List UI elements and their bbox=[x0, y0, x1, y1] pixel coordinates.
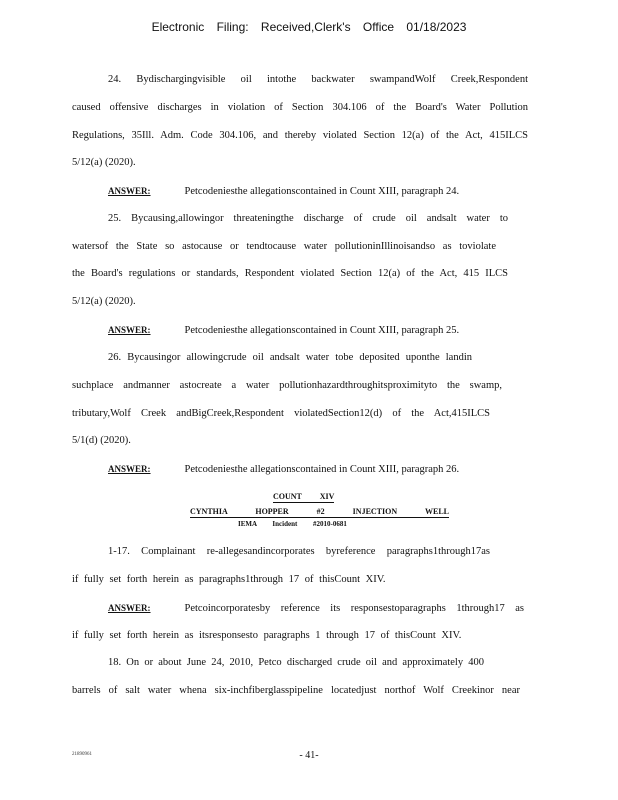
page-number: - 41- bbox=[299, 750, 319, 761]
answer-1-17-line-2: if fully set forth herein as itsresponsesto paragraphs 1 through 17 of thisCount XIV. bbox=[72, 630, 462, 641]
document-id: 21890961 bbox=[72, 752, 92, 757]
para-24-line-3: Regulations, 35Ill. Adm. Code 304.106, and thereby violated Section 12(a) of the Act, 415ILCS bbox=[72, 130, 528, 141]
para-1-17-line-2: if fully set forth herein as paragraphs1through 17 of thisCount XIV. bbox=[72, 574, 386, 585]
para-25-line-4: 5/12(a) (2020). bbox=[72, 296, 136, 307]
para-24-line-1: 24. Bydischargingvisible oil intothe backwater swampandWolf Creek,Respondent bbox=[108, 74, 528, 85]
para-26-line-2: suchplace andmanner astocreate a water pollutionhazardthroughitsproximityto the swamp, bbox=[72, 380, 502, 391]
para-26-line-1: 26. Bycausingor allowingcrude oil andsalt water tobe deposited uponthe landin bbox=[108, 352, 472, 363]
answer-25 bbox=[108, 324, 459, 337]
para-24-line-2: caused offensive discharges in violation of Section 304.106 of the Board's Water Pollution bbox=[72, 102, 528, 113]
count-subheading: CYNTHIA HOPPER #2 INJECTION WELL bbox=[190, 507, 449, 516]
para-18-line-2: barrels of salt water whena six-inchfiberglasspipeline locatedjust northof Wolf Creekinor near bbox=[72, 685, 520, 696]
para-25-line-3: the Board's regulations or standards, Respondent violated Section 12(a) of the Act, 415 ILCS bbox=[72, 268, 508, 279]
para-24-line-4: 5/12(a) (2020). bbox=[72, 157, 136, 168]
para-1-17-line-1: 1-17. Complainant re-allegesandincorporates byreference paragraphs1through17as bbox=[108, 546, 490, 557]
para-25-line-2: watersof the State so astocause or tendtocause water pollutioninIllinoisandso as toviolate bbox=[72, 241, 496, 252]
answer-text: Petcodeniesthe allegationscontained in Count XIII, paragraph 26. bbox=[184, 464, 460, 475]
answer-label: ANSWER: bbox=[108, 186, 151, 196]
count-heading: COUNT XIV bbox=[273, 492, 335, 501]
filing-stamp: Electronic Filing: Received,Clerk's Office 01/18/2023 bbox=[151, 20, 467, 34]
answer-24 bbox=[108, 185, 459, 198]
answer-text: Petcodeniesthe allegationscontained in Count XIII, paragraph 25. bbox=[184, 325, 460, 336]
para-26-line-4: 5/1(d) (2020). bbox=[72, 435, 131, 446]
answer-text: Petcodeniesthe allegationscontained in Count XIII, paragraph 24. bbox=[184, 186, 460, 197]
para-25-line-1: 25. Bycausing,allowingor threateningthe discharge of crude oil andsalt water to bbox=[108, 213, 508, 224]
answer-label: ANSWER: bbox=[108, 603, 151, 613]
answer-label: ANSWER: bbox=[108, 325, 151, 335]
answer-label: ANSWER: bbox=[108, 464, 151, 474]
count-incident: IEMA Incident #2010-0681 bbox=[238, 520, 347, 528]
answer-1-17 bbox=[108, 602, 524, 615]
answer-26 bbox=[108, 463, 459, 476]
answer-text: Petcoincorporatesby reference its responsestoparagraphs 1through17 as bbox=[184, 603, 524, 614]
para-18-line-1: 18. On or about June 24, 2010, Petco discharged crude oil and approximately 400 bbox=[108, 657, 484, 668]
para-26-line-3: tributary,Wolf Creek andBigCreek,Respondent violatedSection12(d) of the Act,415ILCS bbox=[72, 408, 490, 419]
